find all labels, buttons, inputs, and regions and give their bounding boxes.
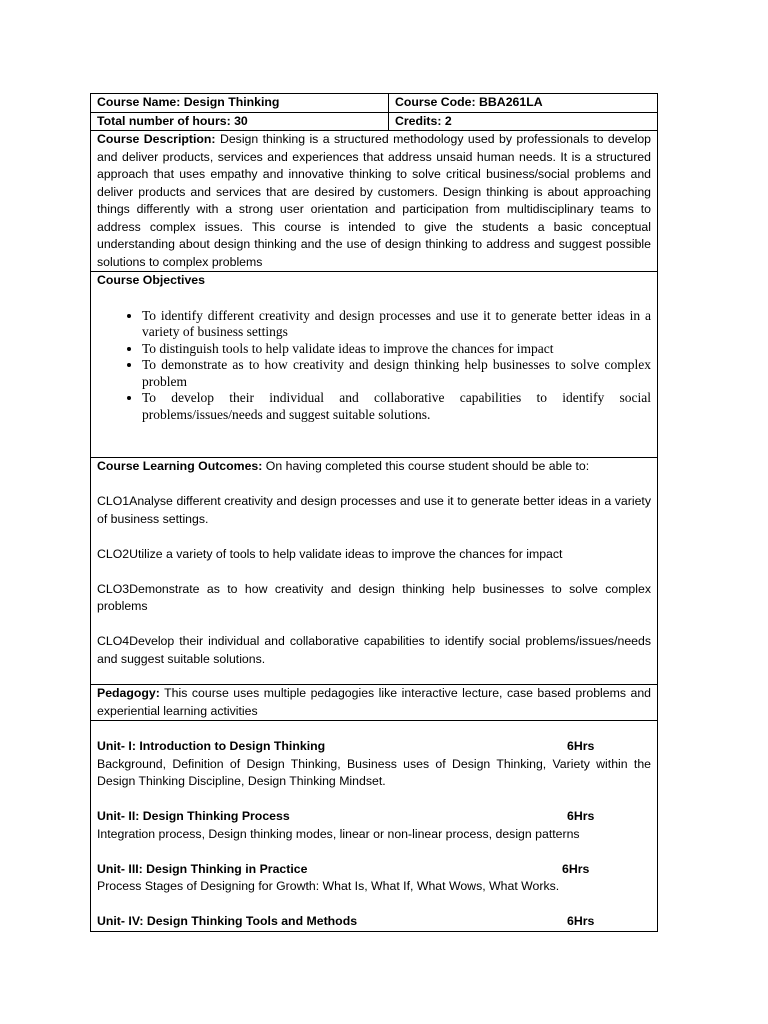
description-row: [91, 131, 658, 272]
pedagogy-cell: [91, 685, 658, 721]
objectives-row: [91, 272, 658, 458]
unit-heading: [97, 808, 651, 826]
course-table: [90, 93, 658, 932]
unit-title: Unit- IV: Design Thinking Tools and Methods: [97, 914, 358, 928]
unit-title: Unit- II: Design Thinking Process: [97, 809, 290, 823]
credits-value: 2: [444, 113, 452, 128]
outcome-item: CLO2Utilize a variety of tools to help validate ideas to improve the chances for impact: [97, 546, 563, 561]
description-cell: [91, 131, 658, 272]
course-name-label: Course Name:: [97, 95, 181, 109]
pedagogy-label: Pedagogy:: [97, 686, 160, 700]
units-row: [91, 721, 658, 932]
unit-hours: 6Hrs: [567, 809, 595, 823]
units-cell: [91, 721, 658, 932]
unit-heading: [97, 738, 651, 756]
description-text: Design thinking is a structured methodology used by professionals to develop and deliver products, services and experiences that address unsaid human needs. It is a structured approach that uses empathy and innovative thinking to solve critical business/social problems and deliver products and services that are desired by customers. Design thinking is about approaching things differently with a strong user orientation and participation from multidisciplinary teams to address complex issues. This course is intended to give the students a basic conceptual understanding about design thinking and the use of design thinking to address and suggest possible solutions to complex problems: [97, 132, 651, 269]
hours-label: Total number of hours:: [97, 113, 231, 128]
header-row-1: [91, 94, 658, 113]
objectives-cell: [91, 272, 658, 458]
description-label: Course Description:: [97, 132, 216, 146]
course-code-label: Course Code:: [395, 95, 476, 109]
outcome-item: CLO4Develop their individual and collaborative capabilities to identify social problems/issues/needs and suggest suitable solutions.: [97, 634, 651, 666]
objective-item: • To identify different creativity and design processes and use it to generate better ideas in a variety of business settings: [142, 308, 651, 341]
course-code-cell: [389, 94, 658, 113]
outcome-item: CLO3Demonstrate as to how creativity and design thinking help businesses to solve complex problems: [97, 581, 651, 613]
outcomes-heading: [97, 458, 651, 476]
outcomes-cell: [91, 458, 658, 685]
unit-title: Unit- I: Introduction to Design Thinking: [97, 739, 326, 753]
header-row-2: [91, 112, 658, 131]
outcomes-label: Course Learning Outcomes:: [97, 459, 263, 473]
outcomes-row: [91, 458, 658, 685]
credits-cell: [389, 112, 658, 131]
objectives-label: Course Objectives: [97, 273, 205, 287]
outcomes-intro: On having completed this course student should be able to:: [265, 459, 590, 473]
unit-heading: [97, 913, 651, 931]
course-name-cell: [91, 94, 389, 113]
credits-label: Credits:: [395, 113, 442, 128]
course-name: Design Thinking: [183, 95, 280, 109]
pedagogy-text: This course uses multiple pedagogies like interactive lecture, case based problems and experiential learning activities: [97, 686, 651, 718]
objective-item: • To develop their individual and collaborative capabilities to identify social problems/issues/needs and suggest suitable solutions.: [142, 390, 651, 423]
hours-value: 30: [234, 113, 248, 128]
outcome-item: CLO1Analyse different creativity and design processes and use it to generate better ideas in a variety of business settings.: [97, 494, 651, 526]
unit-hours: 6Hrs: [562, 861, 590, 876]
unit-heading: [97, 861, 651, 879]
objective-item: • To demonstrate as to how creativity and design thinking help businesses to solve complex problem: [142, 357, 651, 390]
objective-item: • To distinguish tools to help validate ideas to improve the chances for impact: [142, 341, 651, 358]
hours-cell: [91, 112, 389, 131]
objectives-list: [97, 308, 651, 424]
unit-title: Unit- III: Design Thinking in Practice: [97, 861, 308, 876]
unit-content: Background, Definition of Design Thinking, Business uses of Design Thinking, Variety within the Design Thinking Discipline, Design Thinking Mindset.: [97, 756, 651, 788]
course-code: BBA261LA: [479, 95, 543, 109]
unit-hours: 6Hrs: [567, 739, 595, 753]
course-document: [90, 93, 658, 932]
pedagogy-row: [91, 685, 658, 721]
unit-content: Process Stages of Designing for Growth: What Is, What If, What Wows, What Works.: [97, 879, 560, 893]
unit-content: Integration process, Design thinking modes, linear or non-linear process, design patterns: [97, 826, 580, 841]
unit-hours: 6Hrs: [567, 914, 595, 928]
